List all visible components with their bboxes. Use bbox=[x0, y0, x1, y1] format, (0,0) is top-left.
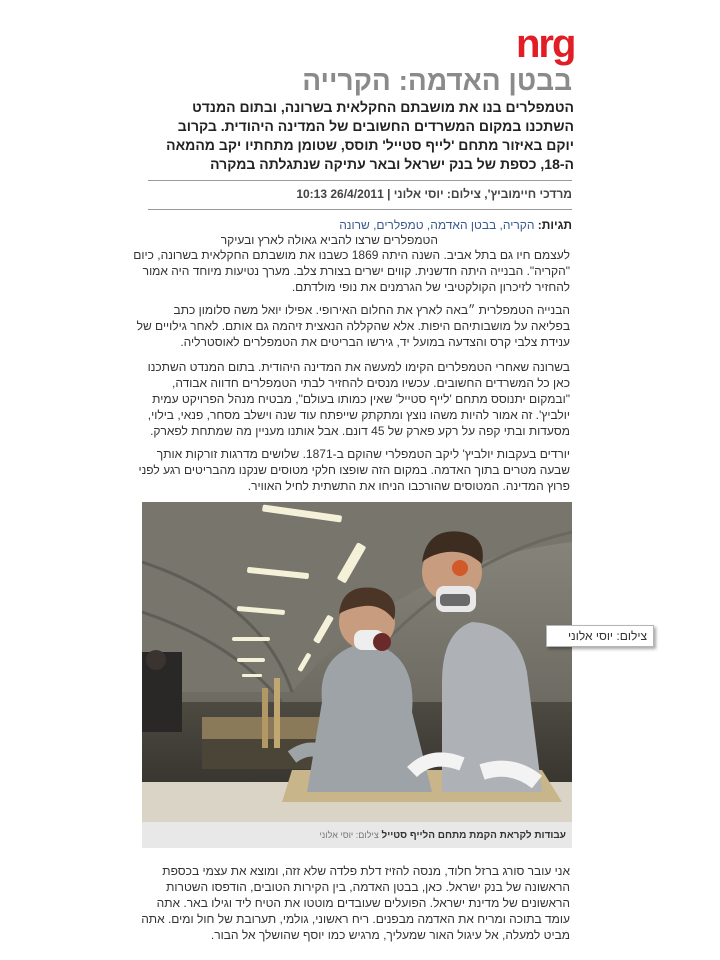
photo-caption-credit: צילום: יוסי אלוני bbox=[319, 830, 379, 840]
photo-credit-text: צילום: יוסי אלוני bbox=[567, 629, 647, 643]
byline-bar bbox=[148, 180, 572, 210]
article-lead: הטמפלרים בנו את מושבתם החקלאית בשרונה, ובתום המנדט השתכנו במקום המשרדים החשובים של המדינה היהודית. בקרוב יוקם באיזור מתחם 'לייף סטייל' תוסס, שטומן מתחתיו יקב מהמאה ה-18, כספת של בנק ישראל ובאר עתיקה שנתגלתה במקרה bbox=[166, 99, 574, 172]
logo-text: nrg bbox=[516, 22, 575, 66]
byline: מרדכי חיימוביץ', צילום: יוסי אלוני | 26/4/2011 10:13 bbox=[296, 187, 572, 201]
article-photo[interactable] bbox=[142, 502, 572, 822]
photo-credit-overlay bbox=[546, 625, 654, 647]
article-paragraph-4: יורדים בעקבות יולביץ' ליקב הטמפלרי שהוקם ב-1871. שלושים מדרגות זורקות אותך שבעה מטרים בתוך האדמה. במקום הזה שופצו חלקי מטוסים שנקנו מהבריטים רגע לפני פרוץ המדינה. המטוסים שהורכבו הניחו את התשתית לחיל האוויר. bbox=[138, 447, 570, 493]
nrg-logo[interactable] bbox=[516, 22, 576, 66]
photo-caption-bar bbox=[142, 822, 572, 848]
article-paragraph-1: לעצמם חיו גם בתל אביב. השנה היתה 1869 כשבנו את מושבתם החקלאית בשרונה, כיום "הקריה". הבנייה היתה חדשנית. קווים ישרים בצורת צלב. מערך נטיעות מיוחד היה אמור להחזיר לזיכרון הקולקטיבי של הגרמנים את נופי מולדתם. bbox=[133, 248, 570, 294]
tags-label: תגיות: bbox=[537, 218, 572, 232]
tags-row bbox=[339, 218, 572, 232]
article-paragraph-5: אני עובר סורג ברזל חלוד, מנסה להזיז דלת פלדה שלא זזה, ומוצא את עצמי בכספת הראשונה של בנק ישראל. כאן, בבטן האדמה, בין הקירות הטובים, הודפסו השטרות הראשונים של מדינת ישראל. הפועלים שעובדים מוטטו את הטיח ליד וגילו באר. אתה עומד בתוכה ומריח את האדמה מבפנים. ריח ראשוני, גולמי, תערובת של חול ומים. אתה מביט למעלה, אל עיגול האור שמעליך, מרגיש כמו יוסף שהושלך אל הבור. bbox=[141, 864, 570, 942]
article-paragraph-3: בשרונה שאחרי הטמפלרים הקימו למעשה את המדינה היהודית. בתום המנדט השתכנו כאן כל המשרדים החשובים. עכשיו מנסים להחזיר לבתי הטמפלרים חדווה אבודה, "ובמקום יתנוסס מתחם 'לייף סטייל' שאין כמותו בעולם", מבטיח מנהל הפרויקט עמית יולביץ'. זה אמור להיות משהו נוצץ ומתקתק שייפתח עוד שנה וישלב מסחר, פנאי, בילוי, מסעדות ובתי קפה על רקע פארק של 45 דונם. אבל אותנו מעניין מה שמתחת לפארק. bbox=[147, 360, 570, 438]
tags-links[interactable]: הקריה, בבטן האדמה, טמפלרים, שרונה bbox=[339, 218, 535, 232]
photo-caption-text: עבודות לקראת הקמת מתחם הלייף סטייל bbox=[381, 830, 566, 841]
article-subhead: הטמפלרים שרצו להביא גאולה לארץ ובעיקר bbox=[220, 233, 438, 247]
photo-caption bbox=[319, 830, 566, 841]
article-title: בבטן האדמה: הקרייה bbox=[302, 65, 572, 96]
workshop-illustration bbox=[142, 502, 572, 822]
article-paragraph-2: הבנייה הטמפלרית ״באה לארץ את החלום האירופי. אפילו יואל משה סלומון כתב בפליאה על מושבותיהם היפות. אלא שהקללה הנאצית זיהמה גם אותם. לאחר גילויים של ענידת צלבי קרס והצדעה במועל יד, גירשו הבריטים את הטמפלרים לאוסטרליה. bbox=[136, 303, 570, 349]
